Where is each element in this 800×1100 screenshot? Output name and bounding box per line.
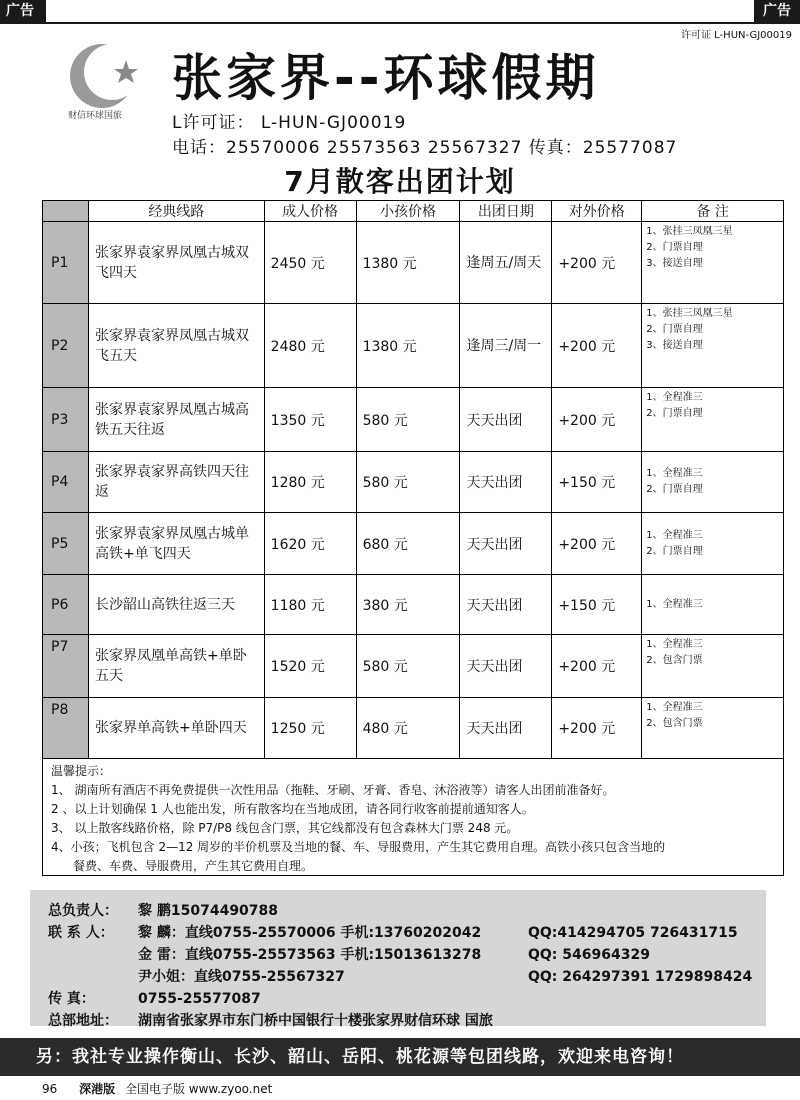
fax-value: 0755-25577087 xyxy=(138,991,261,1007)
tip-item: 3、 以上散客线路价格，除 P7/P8 线包含门票，其它线都没有包含森林大门票 248 元。 xyxy=(51,821,519,835)
note-line: 1、张挂三凤凰三星 xyxy=(646,226,733,237)
contact-qq-1: QQ:414294705 726431715 xyxy=(528,925,738,941)
address-value: 湖南省张家界市东门桥中国银行十楼张家界财信环球 国旅 xyxy=(138,1013,493,1029)
row-code: P1 xyxy=(43,222,89,304)
note-line: 2、包含门票 xyxy=(646,718,703,729)
contact-qq-2: QQ: 546964329 xyxy=(528,947,650,963)
contact-label: 联 系 人： xyxy=(48,925,114,941)
row-route: 张家界袁家界凤凰古城双飞四天 xyxy=(88,222,264,304)
row-route: 张家界袁家界凤凰古城双飞五天 xyxy=(88,304,264,388)
contact-qq-3: QQ: 264297391 1729898424 xyxy=(528,969,753,985)
note-line: 1、全程准三 xyxy=(646,529,703,541)
website: 全国电子版 www.zyoo.net xyxy=(124,1082,273,1096)
row-external: +150 元 xyxy=(552,575,642,635)
row-external: +200 元 xyxy=(552,222,642,304)
note-line: 2、门票自理 xyxy=(646,324,703,335)
row-external: +200 元 xyxy=(552,513,642,575)
note-line: 2、门票自理 xyxy=(646,545,703,557)
tip-item: 4、小孩；飞机包含 2—12 周岁的半价机票及当地的餐、车、导服费用，产生其它费用自理。高铁小孩只包含当地的 xyxy=(51,840,666,854)
row-external: +200 元 xyxy=(552,635,642,698)
header-child: 小孩价格 xyxy=(356,201,460,222)
row-child: 380 元 xyxy=(356,575,460,635)
contact-row xyxy=(48,966,753,988)
row-adult: 1250 元 xyxy=(264,698,356,759)
company-logo xyxy=(60,38,150,118)
row-code: P2 xyxy=(43,304,89,388)
contact-person-2: 金 雷：直线0755-25573563 手机:15013613278 xyxy=(138,947,482,963)
address-label: 总部地址： xyxy=(48,1013,118,1029)
note-line: 1、全程准三 xyxy=(646,598,703,610)
row-external: +200 元 xyxy=(552,304,642,388)
row-child: 580 元 xyxy=(356,388,460,452)
row-adult: 2450 元 xyxy=(264,222,356,304)
table-row xyxy=(43,513,784,575)
row-child: 1380 元 xyxy=(356,222,460,304)
note-line: 1、全程准三 xyxy=(646,468,703,479)
contact-person-3: 尹小姐：直线0755-25567327 xyxy=(138,969,345,985)
logo-caption: 财信环球国旅 xyxy=(68,111,123,121)
row-notes xyxy=(642,304,784,388)
row-code: P5 xyxy=(43,513,89,575)
row-code: P6 xyxy=(43,575,89,635)
page-footer xyxy=(42,1080,272,1097)
row-route: 张家界凤凰单高铁+单卧五天 xyxy=(88,635,264,698)
row-external: +200 元 xyxy=(552,698,642,759)
table-row xyxy=(43,304,784,388)
header-route: 经典线路 xyxy=(88,201,264,222)
header-external: 对外价格 xyxy=(552,201,642,222)
row-notes xyxy=(642,575,784,635)
plan-title: 7月散客出团计划 xyxy=(284,165,516,198)
row-date: 天天出团 xyxy=(460,388,552,452)
tip-item: 2 、以上计划确保 1 人也能出发，所有散客均在当地成团，请各同行收客前提前通知客人。 xyxy=(51,802,534,816)
ad-label-right: 广告 xyxy=(754,0,800,22)
table-header-row xyxy=(43,201,784,222)
manager-row xyxy=(48,900,748,922)
tips-title: 温馨提示： xyxy=(51,764,112,778)
row-adult: 1350 元 xyxy=(264,388,356,452)
row-date: 天天出团 xyxy=(460,698,552,759)
header-code xyxy=(43,201,89,222)
note-line: 2、门票自理 xyxy=(646,484,703,495)
table-row xyxy=(43,635,784,698)
note-line: 2、门票自理 xyxy=(646,242,703,253)
row-route: 长沙韶山高铁往返三天 xyxy=(88,575,264,635)
row-notes xyxy=(642,452,784,513)
contact-person-1: 黎 麟：直线0755-25570006 手机:13760202042 xyxy=(138,925,482,941)
row-route: 张家界袁家界凤凰古城高铁五天往返 xyxy=(88,388,264,452)
row-code: P4 xyxy=(43,452,89,513)
row-external: +150 元 xyxy=(552,452,642,513)
table-row xyxy=(43,388,784,452)
ad-label-left: 广告 xyxy=(0,0,46,22)
table-row xyxy=(43,222,784,304)
license-top: 许可证 L-HUN-GJ00019 xyxy=(681,30,792,41)
row-notes xyxy=(642,222,784,304)
table-row xyxy=(43,575,784,635)
company-name: 张家界--环球假期 xyxy=(172,49,600,107)
row-date: 天天出团 xyxy=(460,635,552,698)
row-child: 680 元 xyxy=(356,513,460,575)
phone-line: 电话：25570006 25573563 25567327 传真：25577087 xyxy=(172,138,678,158)
contact-row xyxy=(48,922,748,944)
row-date: 天天出团 xyxy=(460,575,552,635)
row-route: 张家界单高铁+单卧四天 xyxy=(88,698,264,759)
note-line: 1、张挂三凤凰三星 xyxy=(646,308,733,319)
edition-label: 深港版 xyxy=(79,1082,116,1096)
note-line: 2、包含门票 xyxy=(646,655,703,666)
tips-box xyxy=(42,758,784,876)
row-child: 1380 元 xyxy=(356,304,460,388)
manager-value: 黎 鹏15074490788 xyxy=(138,903,279,919)
footer-banner: 另：我社专业操作衡山、长沙、韶山、岳阳、桃花源等包团线路，欢迎来电咨询！ xyxy=(0,1038,800,1076)
address-row xyxy=(48,1010,748,1032)
row-date: 逢周三/周一 xyxy=(460,304,552,388)
row-code: P8 xyxy=(43,698,89,759)
manager-label: 总负责人： xyxy=(48,903,118,919)
note-line: 1、全程准三 xyxy=(646,639,703,650)
note-line: 2、门票自理 xyxy=(646,408,703,419)
row-date: 天天出团 xyxy=(460,452,552,513)
row-child: 480 元 xyxy=(356,698,460,759)
page-number: 96 xyxy=(42,1082,58,1096)
tour-plan-table xyxy=(42,200,784,759)
row-route: 张家界袁家界凤凰古城单高铁+单飞四天 xyxy=(88,513,264,575)
header-adult: 成人价格 xyxy=(264,201,356,222)
table-row xyxy=(43,452,784,513)
row-adult: 2480 元 xyxy=(264,304,356,388)
row-adult: 1520 元 xyxy=(264,635,356,698)
note-line: 3、接送自理 xyxy=(646,258,703,269)
note-line: 3、接送自理 xyxy=(646,340,703,351)
top-divider xyxy=(0,22,800,24)
row-external: +200 元 xyxy=(552,388,642,452)
row-route: 张家界袁家界高铁四天往返 xyxy=(88,452,264,513)
contact-row xyxy=(48,944,748,966)
row-notes xyxy=(642,698,784,759)
row-adult: 1280 元 xyxy=(264,452,356,513)
tip-item: 1、 湖南所有酒店不再免费提供一次性用品（拖鞋、牙刷、牙膏、香皂、沐浴液等）请客人出团前准备好。 xyxy=(51,783,615,797)
row-notes xyxy=(642,513,784,575)
row-notes xyxy=(642,635,784,698)
header-notes: 备 注 xyxy=(642,201,784,222)
row-date: 逢周五/周天 xyxy=(460,222,552,304)
note-line: 1、全程准三 xyxy=(646,702,703,713)
row-date: 天天出团 xyxy=(460,513,552,575)
tip-item-continued: 餐费、车费、导服费用，产生其它费用自理。 xyxy=(73,859,314,873)
contact-box xyxy=(30,890,766,1029)
row-code: P7 xyxy=(43,635,89,698)
fax-row xyxy=(48,988,748,1010)
note-line: 1、全程准三 xyxy=(646,392,703,403)
license-line: L许可证： L-HUN-GJ00019 xyxy=(172,113,407,133)
row-child: 580 元 xyxy=(356,635,460,698)
row-adult: 1180 元 xyxy=(264,575,356,635)
fax-label: 传 真： xyxy=(48,991,95,1007)
row-adult: 1620 元 xyxy=(264,513,356,575)
header-date: 出团日期 xyxy=(460,201,552,222)
table-row xyxy=(43,698,784,759)
row-notes xyxy=(642,388,784,452)
row-code: P3 xyxy=(43,388,89,452)
row-child: 580 元 xyxy=(356,452,460,513)
